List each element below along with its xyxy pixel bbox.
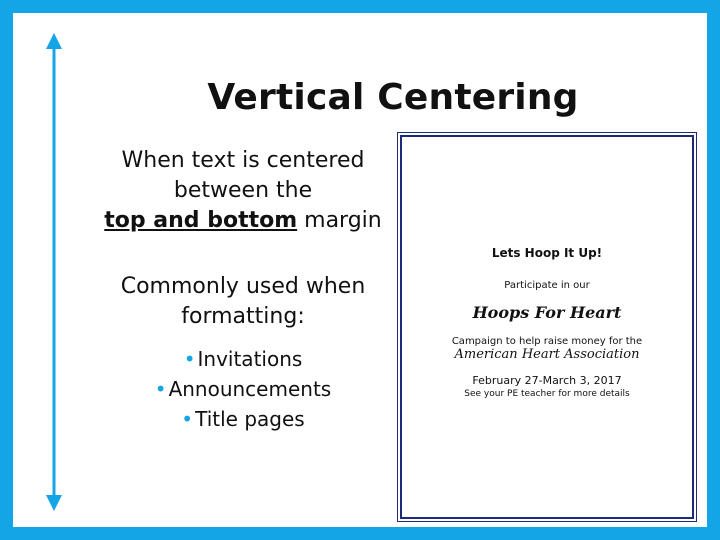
- flyer-example: [400, 135, 694, 519]
- flyer-participate: Participate in our: [504, 280, 590, 291]
- usage-text: [93, 272, 393, 332]
- description-line-1: When text is centered: [121, 148, 365, 173]
- slide: [13, 13, 707, 527]
- description-line-3: [93, 206, 393, 236]
- description-underlined: top and bottom: [104, 208, 298, 233]
- flyer-teacher-note: See your PE teacher for more details: [464, 389, 630, 399]
- bullet-item-announcements: • Announcements: [93, 374, 393, 404]
- usage-bullet-list: [93, 344, 393, 434]
- bullet-item-title-pages: • Title pages: [93, 404, 393, 434]
- description-margin: margin: [297, 208, 382, 233]
- bullet-item-invitations: • Invitations: [93, 344, 393, 374]
- usage-line-2: formatting:: [181, 304, 305, 329]
- flyer-content: [402, 246, 692, 399]
- description-line-2: between the: [173, 178, 313, 203]
- flyer-campaign: Campaign to help raise money for the: [451, 336, 643, 347]
- flyer-dates: February 27-March 3, 2017: [472, 374, 622, 387]
- flyer-association: American Heart Association: [454, 347, 640, 362]
- description-text: [93, 146, 393, 236]
- usage-line-1: Commonly used when: [120, 274, 366, 299]
- slide-title: Vertical Centering: [207, 77, 579, 118]
- flyer-heading: Lets Hoop It Up!: [491, 246, 603, 260]
- flyer-event-name: Hoops For Heart: [472, 303, 622, 322]
